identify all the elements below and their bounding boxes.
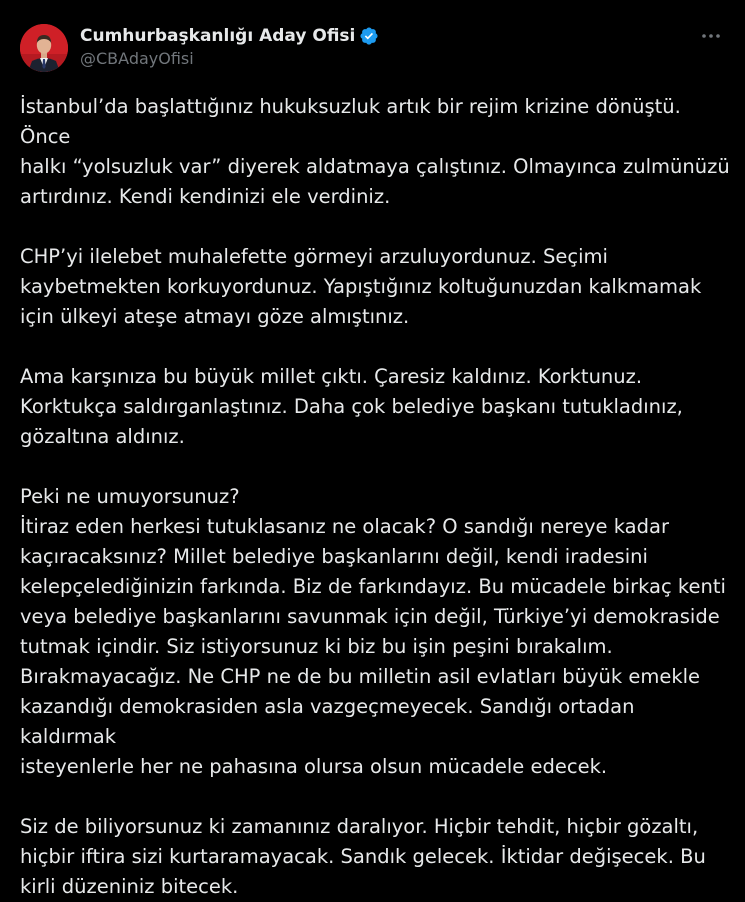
avatar-photo [20, 24, 68, 72]
tweet-paragraph-5: Siz de biliyorsunuz ki zamanınız daralıyor. Hiçbir tehdit, hiçbir gözaltı, hiçbir iftira sizi kurtaramayacak. Sandık gelecek. İktidar değişecek. Bu kirli düzeniniz bitecek. [20, 815, 706, 898]
tweet-paragraph-4: Peki ne umuyorsunuz? İtiraz eden herkesi tutuklasanız ne olacak? O sandığı nereye kadar kaçıracaksınız? Millet belediye başkanlarını değil, kendi iradesini kelepçelediğinizin farkında. Biz de farkındayız. Bu mücadele birkaç kenti veya belediye başkanlarını savunmak için değil, Türkiye’yi demokraside tutmak içindir. Siz istiyorsunuz ki biz bu işin peşini bırakalım. Bırakmayacağız. Ne CHP ne de bu milletin asil evlatları büyük emekle kazandığı demokrasiden asla vazgeçmeyecek. Sandığı ortadan kaldırmak isteyenlerle her ne pahasına olursa olsun mücadele edecek. [20, 485, 726, 778]
author-avatar[interactable] [20, 24, 68, 72]
author-name-row [80, 24, 379, 48]
verified-badge-icon [359, 26, 379, 46]
tweet-paragraph-3: Ama karşınıza bu büyük millet çıktı. Çaresiz kaldınız. Korktunuz. Korktukça saldırganlaştınız. Daha çok belediye başkanı tutukladınız, gözaltına aldınız. [20, 365, 683, 448]
author-display-name[interactable]: Cumhurbaşkanlığı Aday Ofisi [80, 26, 356, 46]
tweet-text [20, 92, 730, 902]
more-options-icon[interactable] [699, 28, 723, 44]
tweet-header [80, 24, 379, 68]
author-handle[interactable]: @CBAdayOfisi [80, 49, 194, 68]
tweet-paragraph-1: İstanbul’da başlattığınız hukuksuzluk artık bir rejim krizine dönüştü. Önce halkı “yolsuzluk var” diyerek aldatmaya çalıştınız. Olmayınca zulmünüzü artırdınız. Kendi kendinizi ele verdiniz. [20, 95, 730, 208]
tweet-paragraph-2: CHP’yi ilelebet muhalefette görmeyi arzuluyordunuz. Seçimi kaybetmekten korkuyordunuz. Yapıştığınız koltuğunuzdan kalkmamak için ülkeyi ateşe atmayı göze almıştınız. [20, 245, 702, 328]
